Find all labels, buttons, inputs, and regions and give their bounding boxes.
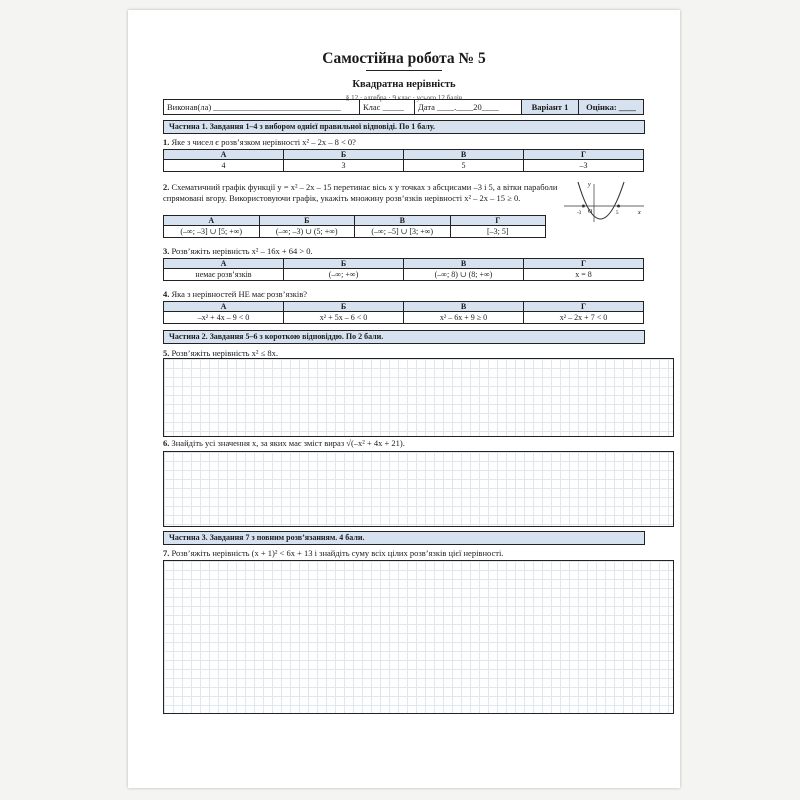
graph-x-label: x	[638, 210, 641, 216]
option-c[interactable]: 5	[404, 160, 524, 172]
section-part-2: Частина 2. Завдання 5–6 з короткою відповіддю. По 2 бали.	[163, 330, 645, 344]
graph-root-a	[582, 205, 585, 208]
option-d[interactable]: –3	[524, 160, 644, 172]
question-number: 6.	[163, 438, 170, 448]
option-a-header: А	[164, 150, 284, 160]
option-d-header: Г	[524, 259, 644, 269]
question-number: 1.	[163, 137, 170, 147]
option-a[interactable]: 4	[164, 160, 284, 172]
name-field[interactable]: Виконав(ла) ______________________________	[164, 100, 360, 115]
question-number: 3.	[163, 246, 170, 256]
option-b-header: Б	[284, 150, 404, 160]
answers-q4	[163, 301, 644, 324]
graph-y-label: y	[588, 182, 591, 188]
question-2	[163, 182, 558, 203]
option-a-header: А	[164, 302, 284, 312]
question-number: 2.	[163, 182, 170, 192]
option-d-header: Г	[450, 216, 546, 226]
page-title: Самостійна робота № 5	[322, 50, 486, 67]
answer-area-q7[interactable]	[163, 560, 674, 714]
option-d-header: Г	[524, 302, 644, 312]
page-subtitle: Квадратна нерівність	[352, 79, 456, 90]
answers-q1	[163, 149, 644, 172]
option-b[interactable]: (–∞; –3) ∪ (5; +∞)	[259, 226, 355, 238]
option-b-header: Б	[259, 216, 355, 226]
option-d[interactable]: [–3; 5]	[450, 226, 546, 238]
worksheet-page	[128, 10, 680, 788]
option-c[interactable]: (–∞; –5] ∪ [3; +∞)	[355, 226, 451, 238]
question-text: Яка з нерівностей НЕ має розв’язків?	[171, 289, 308, 299]
answers-q2	[163, 215, 546, 238]
answers-q3	[163, 258, 644, 281]
student-info	[163, 99, 644, 115]
option-c[interactable]: (–∞; 8) ∪ (8; +∞)	[404, 269, 524, 281]
question-text: Знайдіть усі значення x, за яких має зміст вираз √(–x² + 4x + 21).	[171, 438, 405, 448]
question-4	[163, 289, 307, 300]
graph-root-b	[617, 205, 620, 208]
option-b[interactable]: x² + 5x – 6 < 0	[284, 312, 404, 324]
question-text: Схематичний графік функції y = x² – 2x – 15 перетинає вісь x у точках з абсцисами –3 і 5, а вітки параболи спрямовані вгору. Використовуючи графік, укажіть множину розв’язків нерівності x² – 2x – 15 ≥ 0.	[163, 182, 558, 203]
answer-area-q5[interactable]	[163, 358, 674, 437]
answer-area-q6[interactable]	[163, 451, 674, 527]
graph-origin-label: O	[588, 209, 593, 215]
question-text: Розв’яжіть нерівність (x + 1)² < 6x + 13 і знайдіть суму всіх цілих розв’язків цієї нерівності.	[171, 548, 504, 558]
question-number: 7.	[163, 548, 170, 558]
date-field[interactable]: Дата ____.____20____	[415, 100, 522, 115]
option-d-header: Г	[524, 150, 644, 160]
option-c-header: В	[355, 216, 451, 226]
option-b[interactable]: 3	[284, 160, 404, 172]
option-b-header: Б	[284, 302, 404, 312]
question-text: Розв’яжіть нерівність x² – 16x + 64 > 0.	[171, 246, 313, 256]
title-underline	[366, 70, 442, 71]
graph-root-b-label: 5	[616, 211, 619, 216]
option-d[interactable]: x² – 2x + 7 < 0	[524, 312, 644, 324]
question-5	[163, 348, 278, 359]
option-c-header: В	[404, 150, 524, 160]
graph-root-a-label: -3	[577, 211, 582, 216]
option-a[interactable]: –x² + 4x – 9 < 0	[164, 312, 284, 324]
section-part-1: Частина 1. Завдання 1–4 з вибором однієї правильної відповіді. По 1 балу.	[163, 120, 645, 134]
option-d[interactable]: x = 8	[524, 269, 644, 281]
parabola-graph	[558, 178, 648, 226]
option-a-header: А	[164, 216, 260, 226]
question-6	[163, 438, 405, 449]
option-a[interactable]: (–∞; –3] ∪ [5; +∞)	[164, 226, 260, 238]
section-part-3: Частина 3. Завдання 7 з повним розв’язанням. 4 бали.	[163, 531, 645, 545]
option-b-header: Б	[284, 259, 404, 269]
option-c-header: В	[404, 302, 524, 312]
class-field[interactable]: Клас _____	[360, 100, 415, 115]
question-text: Яке з чисел є розв’язком нерівності x² – 2x – 8 < 0?	[171, 137, 356, 147]
grade-field[interactable]: Оцінка: ____	[579, 100, 644, 115]
page-meta: § 12 · алгебра · 9 клас · усього 12 балів	[345, 94, 463, 102]
question-text: Розв’яжіть нерівність x² ≤ 8x.	[171, 348, 279, 358]
option-c-header: В	[404, 259, 524, 269]
variant-label: Варіант 1	[522, 100, 579, 115]
question-number: 5.	[163, 348, 170, 358]
option-c[interactable]: x² – 6x + 9 ≥ 0	[404, 312, 524, 324]
question-7	[163, 548, 503, 559]
question-1	[163, 137, 356, 148]
option-b[interactable]: (–∞; +∞)	[284, 269, 404, 281]
option-a[interactable]: немає розв’язків	[164, 269, 284, 281]
question-number: 4.	[163, 289, 170, 299]
option-a-header: А	[164, 259, 284, 269]
question-3	[163, 246, 313, 257]
